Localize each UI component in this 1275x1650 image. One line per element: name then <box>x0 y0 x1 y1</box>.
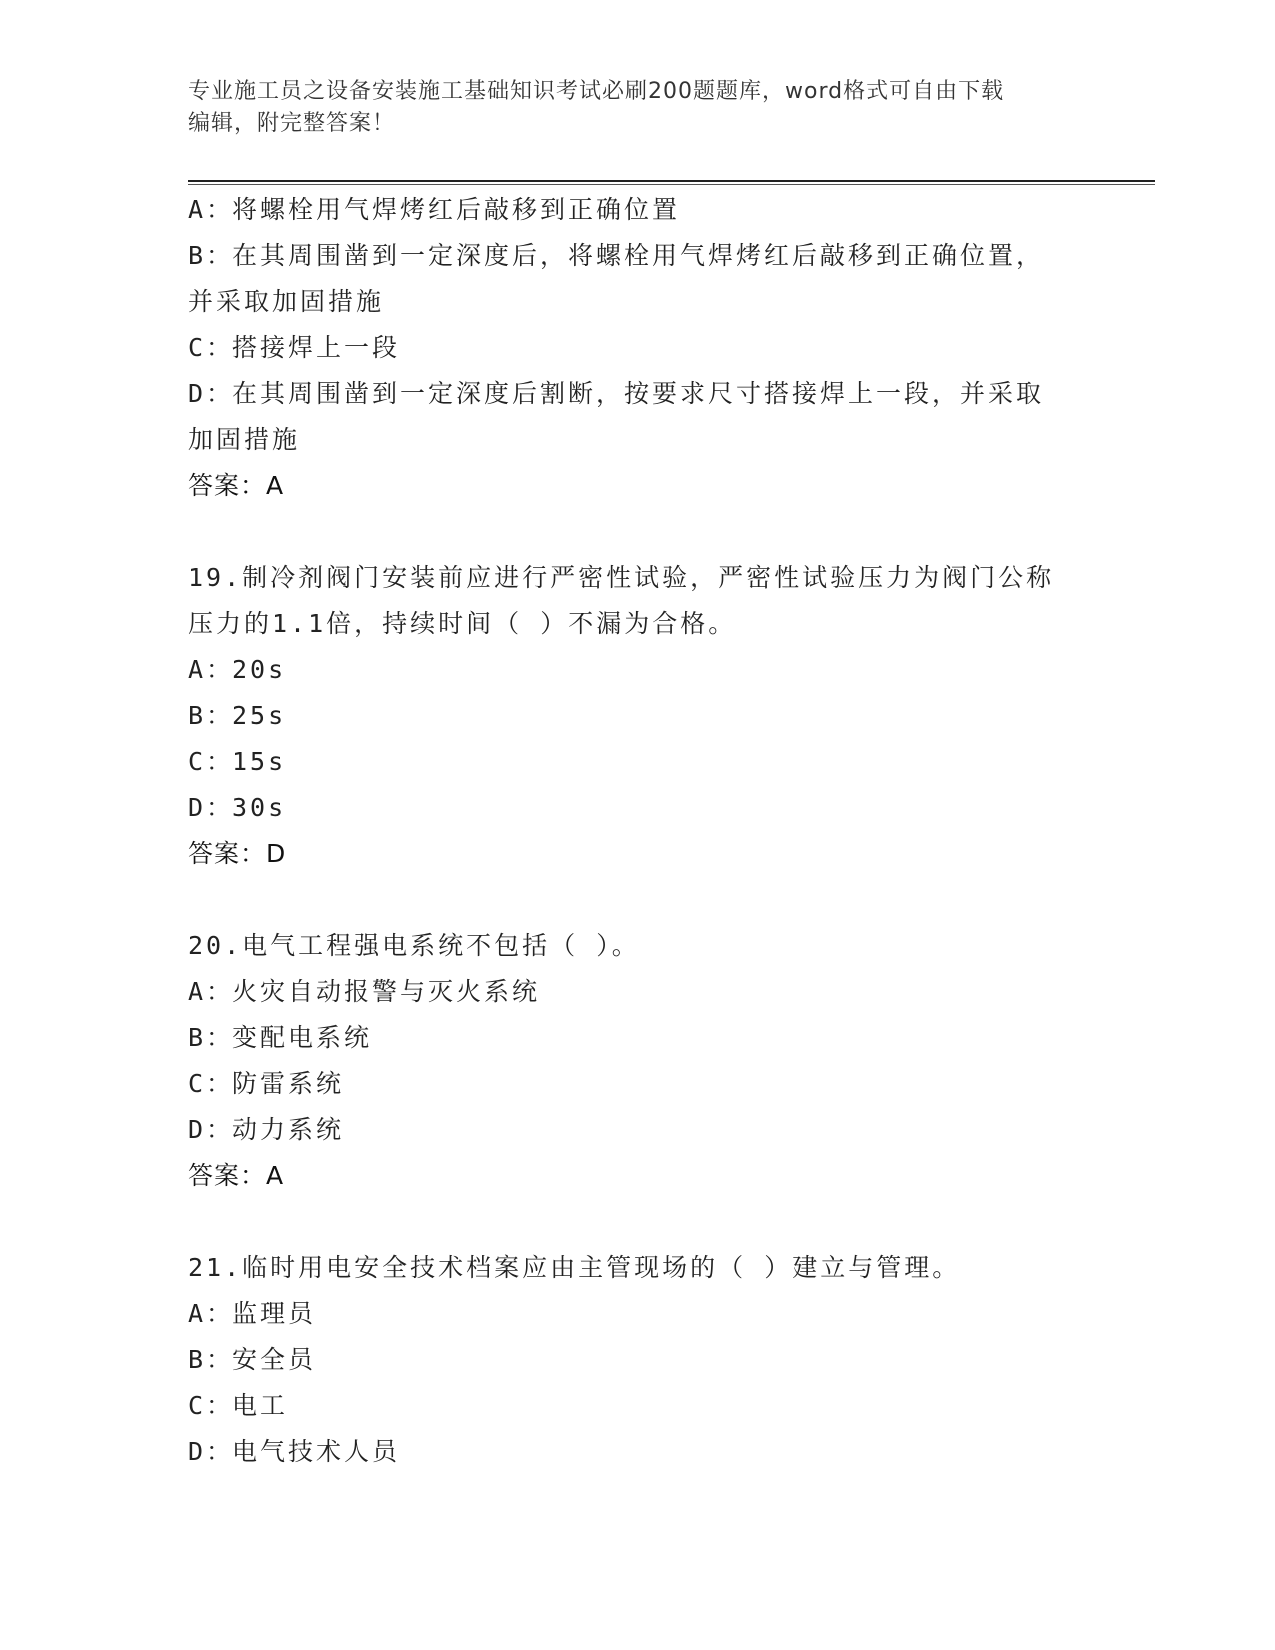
option-c: C：防雷系统 <box>188 1069 345 1098</box>
option-a: A：20s <box>188 655 287 684</box>
question-21 <box>188 1245 1088 1475</box>
answer: 答案：D <box>188 839 287 868</box>
question-stem: 20.电气工程强电系统不包括（ ）。 <box>188 931 640 960</box>
question-stem: 21.临时用电安全技术档案应由主管现场的（ ）建立与管理。 <box>188 1253 961 1282</box>
answer: 答案：A <box>188 471 285 500</box>
option-a: A：将螺栓用气焊烤红后敲移到正确位置 <box>188 195 681 224</box>
option-b: B：变配电系统 <box>188 1023 373 1052</box>
option-d: D：动力系统 <box>188 1115 345 1144</box>
question-19 <box>188 555 1088 877</box>
question-18 <box>188 187 1088 509</box>
spacer <box>188 509 1088 555</box>
header-divider-thin <box>188 184 1155 185</box>
header-title-line2: 编辑，附完整答案！ <box>188 111 396 136</box>
header-divider-thick <box>188 180 1155 182</box>
option-b-continued: 并采取加固措施 <box>188 287 385 316</box>
option-b: B：25s <box>188 701 287 730</box>
document-header <box>188 76 1088 140</box>
option-b: B：安全员 <box>188 1345 317 1374</box>
option-c: C：搭接焊上一段 <box>188 333 401 362</box>
option-a: A：火灾自动报警与灭火系统 <box>188 977 541 1006</box>
option-c: C：15s <box>188 747 287 776</box>
option-b: B：在其周围凿到一定深度后，将螺栓用气焊烤红后敲移到正确位置， <box>188 241 1045 270</box>
header-title-line1: 专业施工员之设备安装施工基础知识考试必刷200题题库，word格式可自由下载 <box>188 79 1005 104</box>
answer: 答案：A <box>188 1161 285 1190</box>
spacer <box>188 877 1088 923</box>
question-20 <box>188 923 1088 1199</box>
spacer <box>188 1199 1088 1245</box>
question-stem-continued: 压力的1.1倍，持续时间（ ）不漏为合格。 <box>188 609 737 638</box>
option-c: C：电工 <box>188 1391 289 1420</box>
question-stem: 19.制冷剂阀门安装前应进行严密性试验，严密性试验压力为阀门公称 <box>188 563 1055 592</box>
document-body <box>188 187 1088 1475</box>
option-d: D：30s <box>188 793 287 822</box>
option-d: D：在其周围凿到一定深度后割断，按要求尺寸搭接焊上一段，并采取 <box>188 379 1045 408</box>
option-a: A：监理员 <box>188 1299 317 1328</box>
option-d: D：电气技术人员 <box>188 1437 401 1466</box>
option-d-continued: 加固措施 <box>188 425 301 454</box>
